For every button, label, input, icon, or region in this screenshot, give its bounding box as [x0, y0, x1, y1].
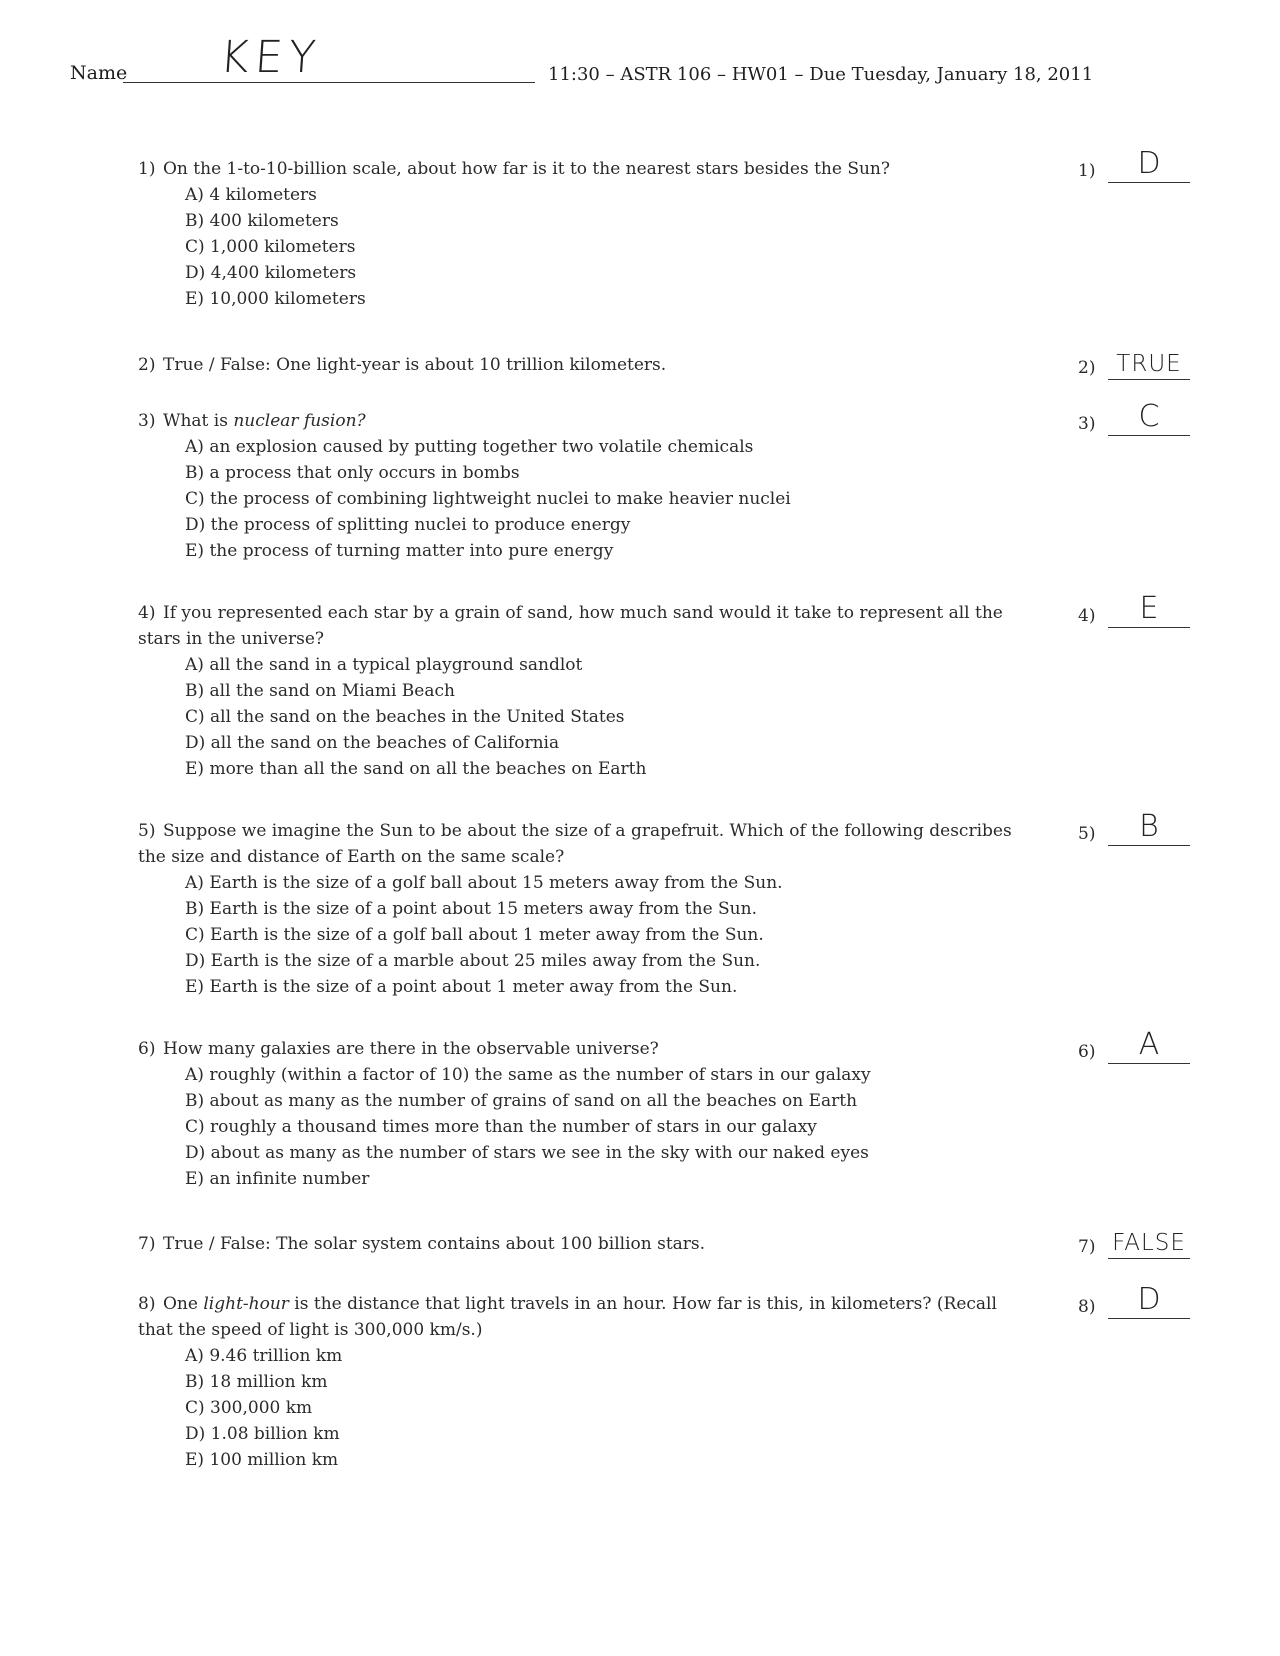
answer-blank-8: [1078, 1281, 1198, 1321]
answer-number: 5): [1078, 824, 1096, 844]
option: D) 1.08 billion km: [185, 1424, 340, 1444]
question-text: Suppose we imagine the Sun to be about the size of a grapefruit. Which of the following describes: [163, 821, 1012, 841]
option: A) roughly (within a factor of 10) the same as the number of stars in our galaxy: [185, 1065, 871, 1085]
option: C) all the sand on the beaches in the United States: [185, 707, 625, 727]
option: B) a process that only occurs in bombs: [185, 463, 520, 483]
question-1: [138, 156, 1018, 312]
question-text: True / False: The solar system contains about 100 billion stars.: [163, 1234, 706, 1254]
option: E) 100 million km: [185, 1450, 339, 1470]
handwritten-answer: TRUE: [1116, 351, 1182, 377]
answer-blank-4: [1078, 590, 1198, 630]
handwritten-answer: D: [1137, 1282, 1161, 1317]
option: D) about as many as the number of stars we see in the sky with our naked eyes: [185, 1143, 869, 1163]
option-list: [138, 182, 1018, 312]
question-number: 6): [138, 1039, 156, 1059]
answer-underline: [1108, 1318, 1190, 1319]
question-7: [138, 1231, 1018, 1257]
name-underline: [123, 82, 535, 83]
option: C) the process of combining lightweight nuclei to make heavier nuclei: [185, 489, 791, 509]
question-text-continued: stars in the universe?: [138, 629, 325, 649]
option: D) 4,400 kilometers: [185, 263, 357, 283]
answer-number: 7): [1078, 1237, 1096, 1257]
question-8: [138, 1291, 1018, 1473]
page-title: 11:30 – ASTR 106 – HW01 – Due Tuesday, January 18, 2011: [548, 64, 1094, 85]
name-label: Name: [70, 62, 128, 84]
question-number: 1): [138, 159, 156, 179]
option: D) Earth is the size of a marble about 25 miles away from the Sun.: [185, 951, 761, 971]
answer-number: 6): [1078, 1042, 1096, 1062]
question-number: 4): [138, 603, 156, 623]
answer-blank-5: [1078, 808, 1198, 848]
answer-number: 4): [1078, 606, 1096, 626]
answer-underline: [1108, 1258, 1190, 1259]
option-list: [138, 870, 1018, 1000]
question-5: [138, 818, 1018, 1000]
option: E) Earth is the size of a point about 1 meter away from the Sun.: [185, 977, 738, 997]
option: C) 1,000 kilometers: [185, 237, 356, 257]
option: E) the process of turning matter into pure energy: [185, 541, 614, 561]
option: D) the process of splitting nuclei to produce energy: [185, 515, 631, 535]
question-6: [138, 1036, 1018, 1192]
answer-number: 1): [1078, 161, 1096, 181]
option-list: [138, 434, 1018, 564]
question-text-emphasis: nuclear fusion?: [233, 411, 366, 431]
answer-underline: [1108, 627, 1190, 628]
option-list: [138, 652, 1018, 782]
answer-underline: [1108, 379, 1190, 380]
question-text-emphasis: light-hour: [203, 1294, 289, 1314]
answer-blank-3: [1078, 398, 1198, 438]
answer-blank-2: [1078, 342, 1198, 382]
question-number: 8): [138, 1294, 156, 1314]
answer-underline: [1108, 435, 1190, 436]
option: E) an infinite number: [185, 1169, 370, 1189]
answer-blank-1: [1078, 145, 1198, 185]
question-text-continued: the size and distance of Earth on the same scale?: [138, 847, 565, 867]
answer-number: 8): [1078, 1297, 1096, 1317]
answer-number: 2): [1078, 358, 1096, 378]
option: B) 18 million km: [185, 1372, 328, 1392]
question-number: 5): [138, 821, 156, 841]
question-3: [138, 408, 1018, 564]
option: A) all the sand in a typical playground sandlot: [185, 655, 583, 675]
option-list: [138, 1062, 1018, 1192]
option: E) 10,000 kilometers: [185, 289, 366, 309]
handwritten-answer: A: [1138, 1027, 1160, 1062]
option: D) all the sand on the beaches of California: [185, 733, 560, 753]
option: A) an explosion caused by putting together two volatile chemicals: [185, 437, 754, 457]
answer-number: 3): [1078, 414, 1096, 434]
option: E) more than all the sand on all the beaches on Earth: [185, 759, 647, 779]
question-number: 2): [138, 355, 156, 375]
handwritten-answer: E: [1139, 591, 1159, 626]
option: C) 300,000 km: [185, 1398, 313, 1418]
question-text: If you represented each star by a grain of sand, how much sand would it take to represent all the: [163, 603, 1003, 623]
question-2: [138, 352, 1018, 378]
option: B) about as many as the number of grains of sand on all the beaches on Earth: [185, 1091, 858, 1111]
question-text-prefix: One: [163, 1294, 204, 1314]
option: C) Earth is the size of a golf ball about 1 meter away from the Sun.: [185, 925, 764, 945]
answer-underline: [1108, 1063, 1190, 1064]
question-text-suffix: is the distance that light travels in an hour. How far is this, in kilometers? (Recall: [288, 1294, 997, 1314]
option: A) Earth is the size of a golf ball about 15 meters away from the Sun.: [185, 873, 783, 893]
handwritten-answer: FALSE: [1112, 1230, 1186, 1256]
option-list: [138, 1343, 1018, 1473]
answer-blank-6: [1078, 1026, 1198, 1066]
question-text: True / False: One light-year is about 10 trillion kilometers.: [163, 355, 667, 375]
question-text: On the 1-to-10-billion scale, about how far is it to the nearest stars besides the Sun?: [163, 159, 890, 179]
answer-blank-7: [1078, 1221, 1198, 1261]
option: B) all the sand on Miami Beach: [185, 681, 455, 701]
question-4: [138, 600, 1018, 782]
handwritten-answer: D: [1137, 146, 1161, 181]
question-text-prefix: What is: [163, 411, 234, 431]
name-handwritten-value: KEY: [218, 32, 324, 83]
question-number: 7): [138, 1234, 156, 1254]
handwritten-answer: B: [1139, 809, 1159, 844]
question-text: How many galaxies are there in the observable universe?: [163, 1039, 659, 1059]
option: A) 4 kilometers: [185, 185, 317, 205]
option: C) roughly a thousand times more than the number of stars in our galaxy: [185, 1117, 817, 1137]
question-text-continued: that the speed of light is 300,000 km/s.): [138, 1320, 483, 1340]
option: B) 400 kilometers: [185, 211, 339, 231]
option: A) 9.46 trillion km: [185, 1346, 343, 1366]
answer-underline: [1108, 845, 1190, 846]
handwritten-answer: C: [1138, 399, 1160, 434]
answer-underline: [1108, 182, 1190, 183]
question-number: 3): [138, 411, 156, 431]
option: B) Earth is the size of a point about 15 meters away from the Sun.: [185, 899, 757, 919]
